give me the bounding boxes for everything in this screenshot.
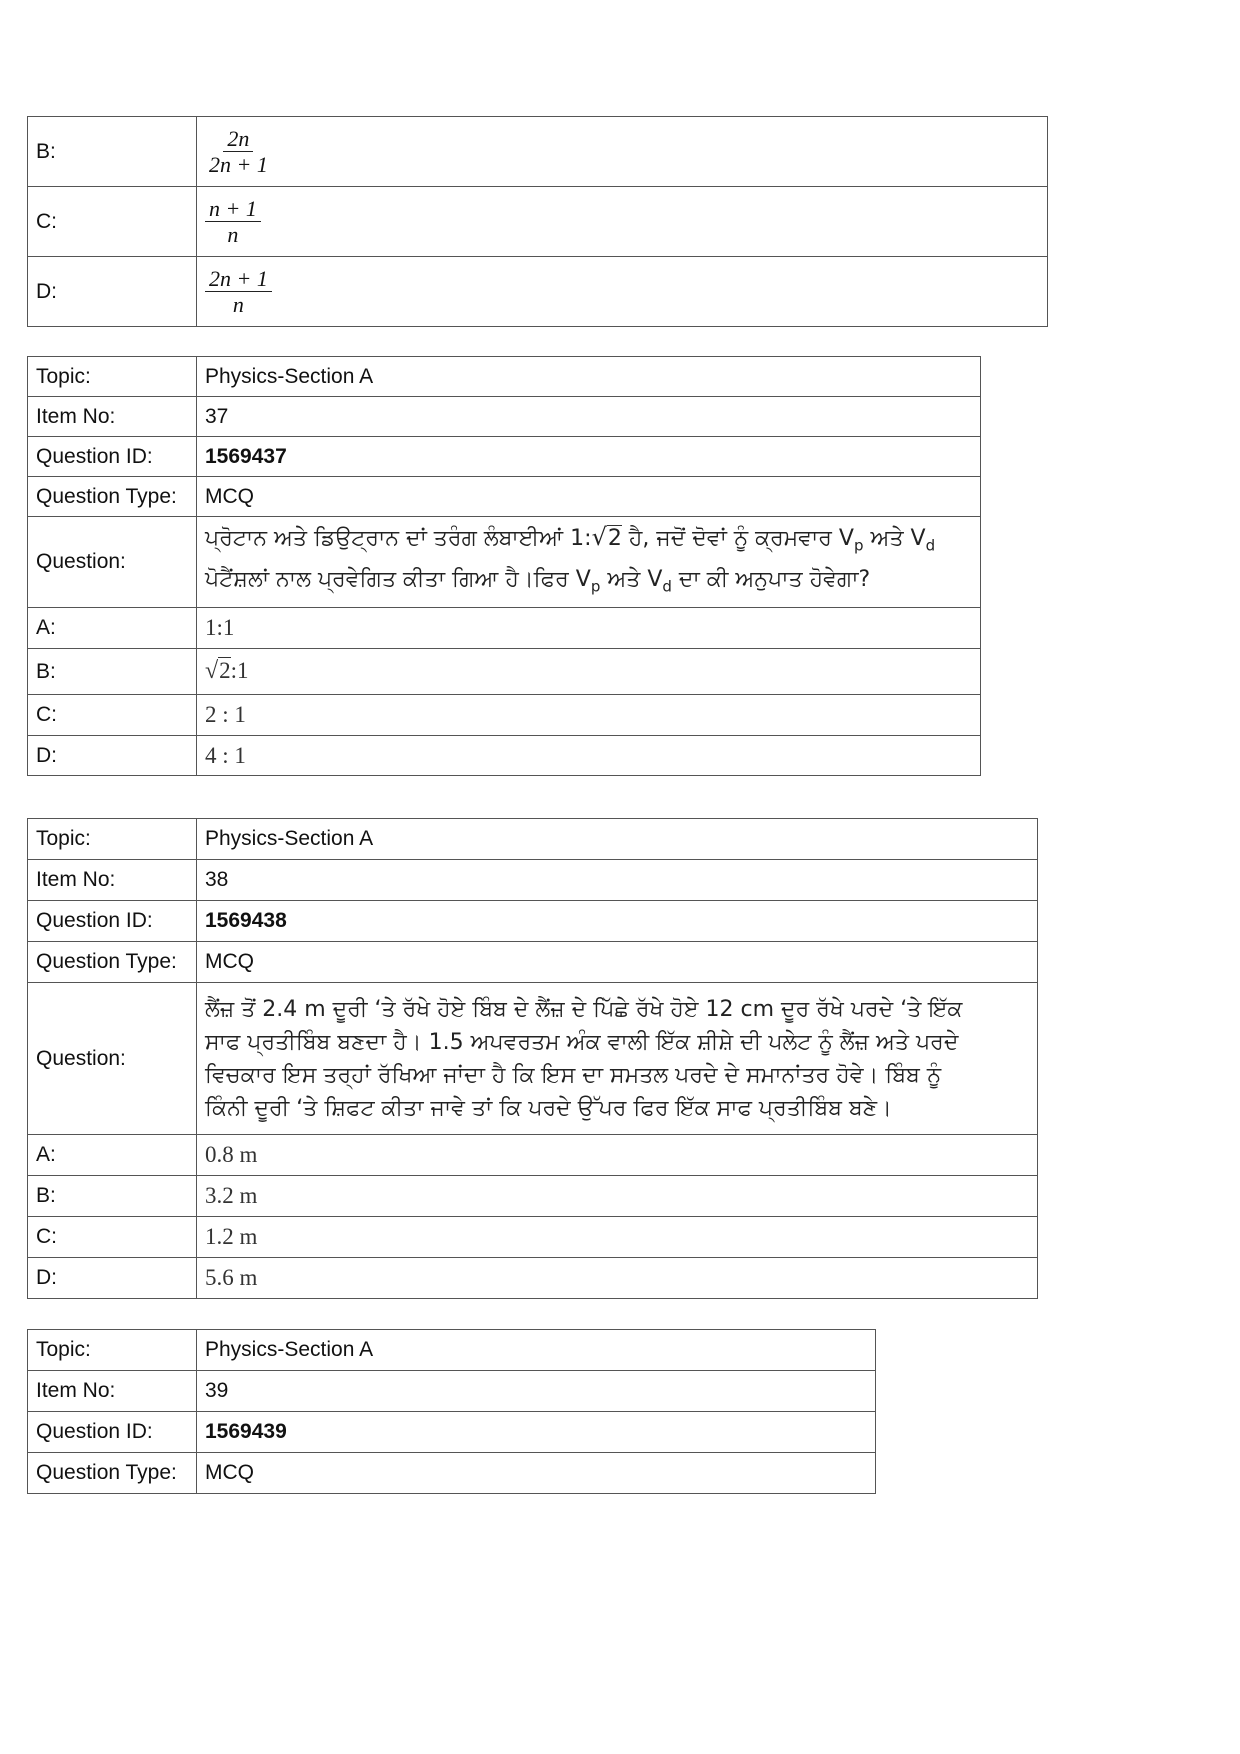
fraction: $\frac{n + 1}{n}$	[205, 196, 261, 248]
topic-label: Topic:	[28, 357, 197, 397]
option-a-label: A:	[28, 608, 197, 649]
question-type-label: Question Type:	[28, 477, 197, 517]
option-a-value: 1:1	[197, 608, 981, 649]
option-c-label: C:	[28, 695, 197, 736]
item-no-value: 37	[197, 397, 981, 437]
question-id-label: Question ID:	[28, 901, 197, 942]
question-id-value: 1569439	[197, 1412, 876, 1453]
option-label-c: C:	[28, 187, 197, 257]
item-no-label: Item No:	[28, 860, 197, 901]
question-table-37	[27, 356, 981, 776]
item-no-label: Item No:	[28, 397, 197, 437]
topic-label: Topic:	[28, 819, 197, 860]
fraction: $\frac{2n}{2n + 1}$	[209, 125, 268, 177]
option-c-value: 2 : 1	[197, 695, 981, 736]
question-type-label: Question Type:	[28, 942, 197, 983]
question-label: Question:	[28, 983, 197, 1135]
question-text: ਲੈਂਜ਼ ਤੋਂ 2.4 m ਦੂਰੀ ‘ਤੇ ਰੱਖੇ ਹੋਏ ਬਿੰਬ ਦੇ ਲੈਂਜ਼ ਦੇ ਪਿੱਛੇ ਰੱਖੇ ਹੋਏ 12 cm ਦੂਰ ਰੱਖੇ ਪਰਦੇ ‘ਤੇ ਇੱਕ ਸਾਫ ਪ੍ਰਤੀਬਿੰਬ ਬਣਦਾ ਹੈ। 1.5 ਅਪਵਰਤਮ ਅੰਕ ਵਾਲੀ ਇੱਕ ਸ਼ੀਸ਼ੇ ਦੀ ਪਲੇਟ ਨੂੰ ਲੈਂਜ਼ ਅਤੇ ਪਰਦੇ ਵਿਚਕਾਰ ਇਸ ਤਰ੍ਹਾਂ ਰੱਖਿਆ ਜਾਂਦਾ ਹੈ ਕਿ ਇਸ ਦਾ ਸਮਤਲ ਪਰਦੇ ਦੇ ਸਮਾਨਾਂਤਰ ਹੋਵੇ। ਬਿੰਬ ਨੂੰ ਕਿੰਨੀ ਦੂਰੀ ‘ਤੇ ਸ਼ਿਫਟ ਕੀਤਾ ਜਾਵੇ ਤਾਂ ਕਿ ਪਰਦੇ ਉੱਪਰ ਫਿਰ ਇੱਕ ਸਾਫ ਪ੍ਰਤੀਬਿੰਬ ਬਣੇ।	[197, 983, 1038, 1135]
question-table-38	[27, 818, 1038, 1299]
topic-value: Physics-Section A	[197, 1330, 876, 1371]
option-b-value: √2:1	[197, 649, 981, 695]
option-b-label: B:	[28, 1176, 197, 1217]
option-c-value: 1.2 m	[197, 1217, 1038, 1258]
option-d-label: D:	[28, 1258, 197, 1299]
option-value-c	[197, 187, 1048, 257]
option-d-label: D:	[28, 736, 197, 776]
question-text: ਪ੍ਰੋਟਾਨ ਅਤੇ ਡਿਉਟ੍ਰਾਨ ਦਾਂ ਤਰੰਗ ਲੰਬਾਈਆਂ 1:√2 ਹੈ, ਜਦੋਂ ਦੋਵਾਂ ਨੂੰ ਕ੍ਰਮਵਾਰ $V_p$ ਅਤੇ $V_d$ ਪੋਟੈਂਸ਼ਲਾਂ ਨਾਲ ਪ੍ਰਵੇਗਿਤ ਕੀਤਾ ਗਿਆ ਹੈ।ਫਿਰ $V_p$ ਅਤੇ $V_d$ ਦਾ ਕੀ ਅਨੁਪਾਤ ਹੋਵੇਗਾ?	[197, 517, 981, 608]
question-id-value: 1569437	[197, 437, 981, 477]
question-type-value: MCQ	[197, 1453, 876, 1494]
option-c-label: C:	[28, 1217, 197, 1258]
item-no-value: 39	[197, 1371, 876, 1412]
option-d-value: 5.6 m	[197, 1258, 1038, 1299]
question-id-value: 1569438	[197, 901, 1038, 942]
question-type-value: MCQ	[197, 477, 981, 517]
option-d-value: 4 : 1	[197, 736, 981, 776]
option-b-label: B:	[28, 649, 197, 695]
question-type-value: MCQ	[197, 942, 1038, 983]
question-id-label: Question ID:	[28, 1412, 197, 1453]
item-no-label: Item No:	[28, 1371, 197, 1412]
question-type-label: Question Type:	[28, 1453, 197, 1494]
question-table-39	[27, 1329, 876, 1494]
fraction-options-table	[27, 116, 1048, 327]
option-a-value: 0.8 m	[197, 1135, 1038, 1176]
option-b-value: 3.2 m	[197, 1176, 1038, 1217]
topic-label: Topic:	[28, 1330, 197, 1371]
question-id-label: Question ID:	[28, 437, 197, 477]
question-label: Question:	[28, 517, 197, 608]
option-value-d	[197, 257, 1048, 327]
option-label-b: B:	[28, 117, 197, 187]
option-a-label: A:	[28, 1135, 197, 1176]
item-no-value: 38	[197, 860, 1038, 901]
topic-value: Physics-Section A	[197, 357, 981, 397]
fraction: $\frac{2n + 1}{n}$	[205, 266, 272, 318]
option-label-d: D:	[28, 257, 197, 327]
option-value-b	[197, 117, 1048, 187]
topic-value: Physics-Section A	[197, 819, 1038, 860]
